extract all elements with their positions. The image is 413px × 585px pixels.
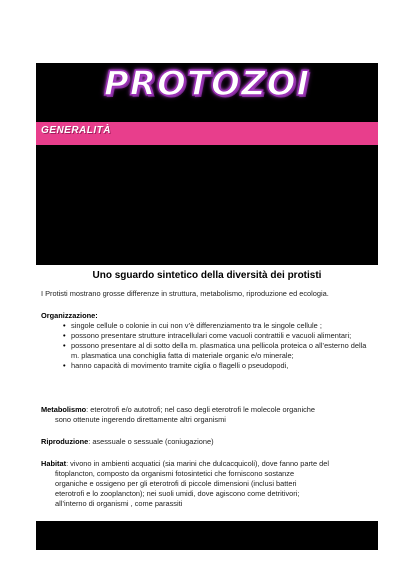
habitat-text-cont: all’interno di organismi , come parassiti [55,499,183,508]
summary-card [36,265,378,521]
section-banner [36,122,378,145]
list-item: • possono presentare al di sotto della m. plasmatica una pellicola proteica o all’esterno della m. plasmatica una conchiglia fatta di materiale organic e/o minerale; [41,341,370,361]
organization-label: Organizzazione: [41,311,98,320]
card-title: Uno sguardo sintetico della diversità dei protisti [92,270,322,281]
habitat-section [41,459,370,509]
metabolism-section [41,405,370,425]
habitat-text-cont: eterotrofi e lo zooplancton); nei suoli umidi, dove agiscono come detritivori; [55,489,300,498]
organization-list [41,321,370,371]
list-item: • possono presentare strutture intracellulari come vacuoli contrattili e vacuoli alimentari; [41,331,370,341]
metabolism-text-cont: sono ottenute ingerendo direttamente altri organismi [55,415,226,424]
page-title: PROTOZOI [103,64,311,104]
intro-paragraph: I Protisti mostrano grosse differenze in struttura, metabolismo, riproduzione ed ecologia. [41,289,329,298]
metabolism-label: Metabolismo [41,405,87,414]
organization-section [41,311,370,371]
list-item: • singole cellule o colonie in cui non v’è differenziamento tra le singole cellule ; [41,321,370,331]
reproduction-section [41,437,370,447]
section-heading: GENERALITÀ [41,125,111,136]
habitat-label: Habitat [41,459,67,468]
metabolism-text: : eterotrofi e/o autotrofi; nel caso degli eterotrofi le molecole organiche [86,405,316,414]
reproduction-text: : asessuale o sessuale (coniugazione) [88,437,214,446]
document-page [36,63,378,550]
reproduction-label: Riproduzione [41,437,89,446]
habitat-text: : vivono in ambienti acquatici (sia marini che dulcacquicoli), dove fanno parte del [66,459,329,468]
habitat-text-cont: fitoplancton, composto da organismi fotosintetici che forniscono sostanze [55,469,295,478]
habitat-text-cont: organiche e ossigeno per gli eterotrofi di piccole dimensioni (inclusi batteri [55,479,297,488]
list-item: • hanno capacità di movimento tramite ciglia o flagelli o pseudopodi, [41,361,370,371]
